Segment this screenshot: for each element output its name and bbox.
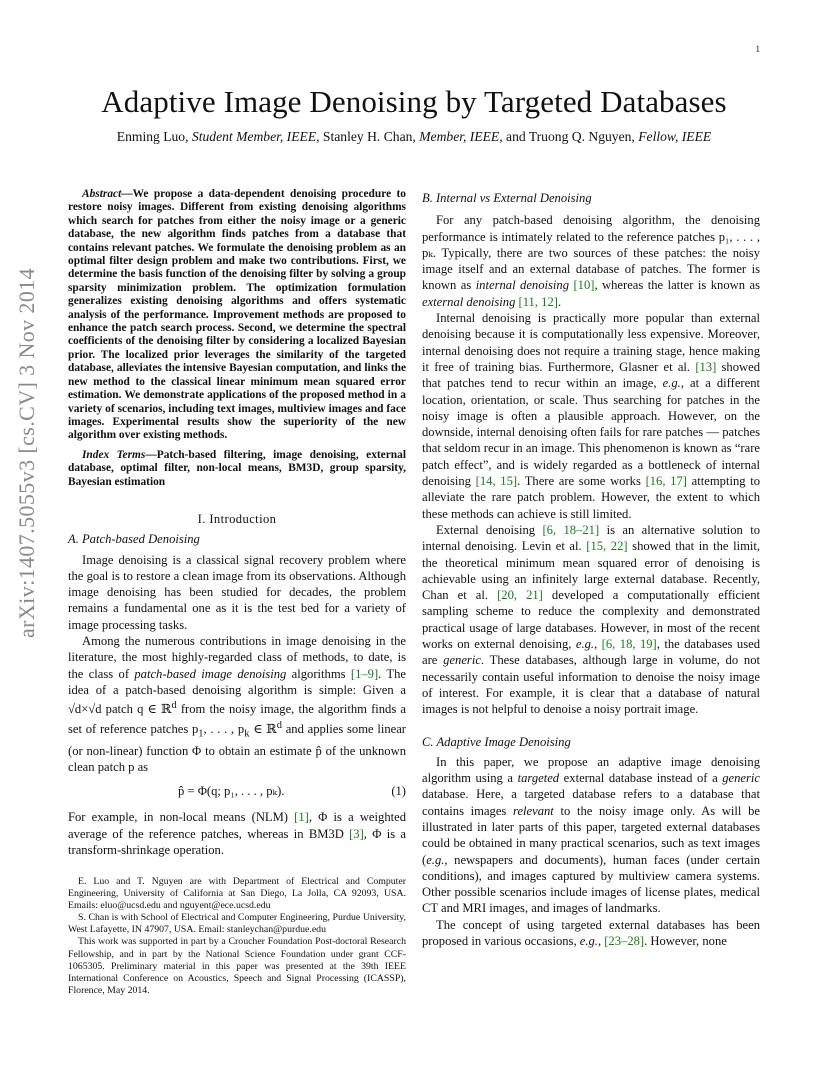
citation-link[interactable]: [1] bbox=[294, 810, 309, 825]
emphasis: targeted bbox=[517, 771, 560, 786]
footnote-funding: This work was supported in part by a Croucher Foundation Post-doctoral Research Fellowship, and in part by the National Science Foundation under grant CCF-1065305. Preliminary material in this paper was presented at the 39th IEEE International Conference on Acoustics, Speech and Signal Processing (ICASSP), Florence, May 2014. bbox=[68, 936, 406, 996]
author-3-role: Fellow, IEEE bbox=[638, 129, 712, 144]
section-heading-introduction: I. Introduction bbox=[197, 511, 277, 526]
paper-title: Adaptive Image Denoising by Targeted Databases bbox=[101, 84, 727, 119]
citation-link[interactable]: [6, 18, 19] bbox=[601, 637, 657, 652]
intro-paragraph-2: Among the numerous contributions in image denoising in the literature, the most highly-regarded class of methods, to date, is the class of patch-based image denoising algorithms [1–9]. The idea of a patch-based denoising algorithm is simple: Given a √d×√d patch q ∈ ℝ$^d$ from the noisy image, the algorithm finds a set of reference patches $p_1$, . . . , $p_k$ ∈ ℝ$^d$ and applies some linear (or non-linear) function Φ to obtain an estimate p̂ of the unknown clean patch p as bbox=[68, 634, 407, 774]
emphasis: external denoising bbox=[422, 294, 516, 309]
citation-link[interactable]: [20, 21] bbox=[497, 588, 543, 603]
citation-link[interactable]: [3] bbox=[349, 826, 364, 841]
emphasis: generic bbox=[722, 771, 760, 786]
internal-external-paragraph-2: Internal denoising is practically more popular than external denoising because it is computationally less expensive. Moreover, internal denoising does not require a training stage, hence making it free of training bias. Furthermore, Glasner et al. [13] showed that patches tend to recur within an image, e.g., at a different location, orientation, or scale. Thus searching for patches in the noisy image is often a plausible approach. However, on the downside, internal denoising often fails for rare patches — patches that seldom recur in an image. This phenomenon is known as “rare patch effect”, and is widely regarded as a bottleneck of internal denoising [14, 15]. There are some works [16, 17] attempting to alleviate the rare patch problem. However, the extent to which these methods can achieve is still limited. bbox=[422, 311, 761, 521]
author-1: Enming Luo, bbox=[116, 129, 189, 144]
abstract-text: —We propose a data-dependent denoising procedure to restore noisy images. Different from existing denoising algorithms which search for patches from either the noisy image or a generic database, the new algorithm finds patches from a database that contains relevant patches. We formulate the denoising problem as an optimal filter design problem and make two contributions. First, we determine the basis function of the denoising filter by solving a group sparsity minimization problem. The optimization formulation generalizes existing denoising algorithms and offers systematic analysis of the performance. Improvement methods are proposed to enhance the patch search process. Second, we determine the spectral coefficients of the denoising filter by considering a localized Bayesian prior. The localized prior leverages the similarity of the targeted database, alleviates the intensive Bayesian computation, and links the new method to the classical linear minimum mean squared error estimation. We demonstrate applications of the proposed method in a variety of scenarios, including text images, multiview images and face images. Experimental results show the superiority of the new algorithm over existing methods. bbox=[68, 188, 406, 442]
citation-link[interactable]: [11, 12] bbox=[515, 294, 558, 309]
index-terms-label: Index Terms bbox=[82, 448, 146, 461]
citation-link[interactable]: [14, 15] bbox=[475, 474, 518, 489]
citation-link[interactable]: [13] bbox=[695, 359, 717, 374]
citation-link[interactable]: [10] bbox=[569, 278, 595, 293]
emphasis: e.g. bbox=[662, 376, 681, 391]
author-2-role: Member, IEEE, bbox=[419, 129, 503, 144]
author-2: Stanley H. Chan, bbox=[322, 129, 416, 144]
equation: p̂ = Φ(q; p₁, . . . , pₖ). bbox=[178, 784, 285, 799]
intro-paragraph-1: Image denoising is a classical signal recovery problem where the goal is to restore a clean image from its observations. Although image denoising has been studied for decades, the problem remains a fundamental one as it is the test bed for a variety of image processing tasks. bbox=[68, 552, 406, 632]
author-line bbox=[0, 129, 828, 145]
author-1-role: Student Member, IEEE, bbox=[191, 129, 320, 144]
footnote-affiliation-2: S. Chan is with School of Electrical and Computer Engineering, Purdue University, West Lafayette, IN 47907, USA. Email: stanleychan@purdue.edu bbox=[68, 912, 406, 936]
internal-external-paragraph-1: For any patch-based denoising algorithm, the denoising performance is intimately related to the reference patches p₁, . . . , pₖ. Typically, there are two sources of these patches: the noisy image itself and an external database of patches. The former is known as internal denoising [10], whereas the latter is known as external denoising [11, 12]. bbox=[422, 213, 760, 309]
subsection-heading-internal-external: B. Internal vs External Denoising bbox=[422, 191, 592, 205]
index-terms-text: —Patch-based filtering, image denoising, external database, optimal filter, non-local means, BM3D, group sparsity, Bayesian estimation bbox=[68, 448, 406, 488]
left-column bbox=[68, 188, 406, 858]
subsection-heading-patch-based: A. Patch-based Denoising bbox=[68, 532, 200, 547]
equation-block bbox=[68, 775, 406, 809]
emphasis: internal denoising bbox=[475, 278, 569, 293]
right-column bbox=[422, 190, 760, 949]
citation-link[interactable]: [23–28] bbox=[604, 934, 645, 949]
internal-external-paragraph-3: External denoising [6, 18–21] is an alternative solution to internal denoising. Levin et al. [15, 22] showed that in the limit, the theoretical minimum mean squared error of denoising is achievable using an infinitely large external database. Recently, Chan et al. [20, 21] developed a computationally efficient sampling scheme to reduce the complexity and demonstrated practical usage of large databases. However, in most of the recent works on external denoising, e.g., [6, 18, 19], the databases used are generic. These databases, although large in volume, do not necessarily contain useful information to denoise the noisy image of interest. For example, it is clear that a database of natural images is not helpful to denoise a noisy portrait image. bbox=[422, 522, 761, 717]
emphasis: patch-based image denoising bbox=[134, 666, 287, 681]
emphasis: generic bbox=[443, 653, 481, 668]
author-3: and Truong Q. Nguyen, bbox=[506, 129, 635, 144]
subsection-heading-adaptive: C. Adaptive Image Denoising bbox=[422, 734, 571, 749]
emphasis: e.g. bbox=[575, 637, 595, 652]
citation-link[interactable]: [1–9] bbox=[350, 666, 379, 681]
citation-link[interactable]: [6, 18–21] bbox=[542, 522, 600, 537]
footnotes bbox=[68, 876, 406, 997]
citation-link[interactable]: [16, 17] bbox=[645, 474, 687, 489]
index-terms bbox=[68, 449, 406, 489]
footnote-affiliation-1: E. Luo and T. Nguyen are with Department of Electrical and Computer Engineering, University of California at San Diego, La Jolla, CA 92093, USA. Emails: eluo@ucsd.edu and nguyent@ece.ucsd.edu bbox=[68, 876, 406, 912]
page-number: 1 bbox=[755, 44, 760, 54]
adaptive-paragraph-2: The concept of using targeted external databases has been proposed in various occasions, e.g., [23–28]. However, none bbox=[422, 917, 760, 949]
citation-link[interactable]: [15, 22] bbox=[586, 539, 628, 554]
emphasis: e.g. bbox=[579, 934, 598, 949]
equation-number: (1) bbox=[391, 784, 406, 799]
arxiv-identifier-stamp[interactable]: arXiv:1407.5055v3 [cs.CV] 3 Nov 2014 bbox=[14, 267, 39, 638]
intro-paragraph-3: For example, in non-local means (NLM) [1], Φ is a weighted average of the reference patches, whereas in BM3D [3], Φ is a transform-shrinkage operation. bbox=[68, 810, 407, 857]
adaptive-paragraph-1: In this paper, we propose an adaptive image denoising algorithm using a targeted external database instead of a generic database. Here, a targeted database refers to a database that contains images relevant to the noisy image only. As will be illustrated in later parts of this paper, targeted external databases could be obtained in many practical scenarios, such as text images (e.g., newspapers and documents), human faces (under certain conditions), and images captured by multiview camera systems. Other possible scenarios include images of license plates, medical CT and MRI images, and images of landmarks. bbox=[422, 754, 760, 916]
emphasis: relevant bbox=[513, 803, 554, 818]
emphasis: e.g. bbox=[426, 852, 445, 867]
abstract-label: Abstract bbox=[82, 188, 122, 200]
abstract bbox=[68, 188, 406, 443]
